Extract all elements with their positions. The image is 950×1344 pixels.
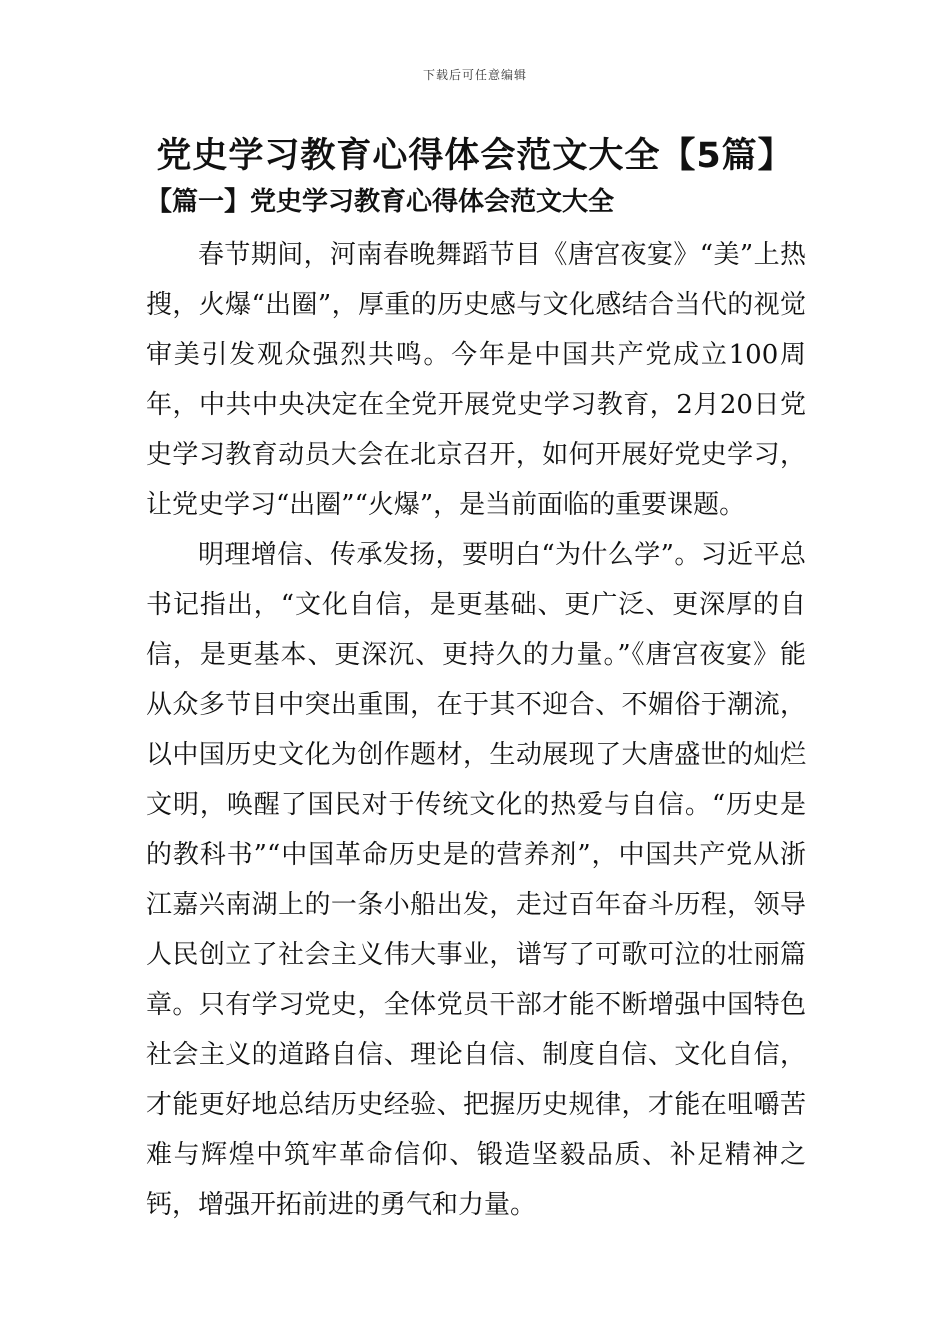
section-heading: 【篇一】党史学习教育心得体会范文大全: [146, 187, 615, 217]
document-body: [146, 230, 806, 1230]
header-note: 下载后可任意编辑: [422, 68, 527, 82]
paragraph: 明理增信、传承发扬，要明白“为什么学”。习近平总书记指出，“文化自信，是更基础、更广泛、更深厚的自信，是更基本、更深沉、更持久的力量。”《唐宫夜宴》能从众多节目中突出重围，在于其不迎合、不媚俗于潮流，以中国历史文化为创作题材，生动展现了大唐盛世的灿烂文明，唤醒了国民对于传统文化的热爱与自信。“历史是的教科书”“中国革命历史是的营养剂”，中国共产党从浙江嘉兴南湖上的一条小船出发，走过百年奋斗历程，领导人民创立了社会主义伟大事业，谱写了可歌可泣的壮丽篇章。只有学习党史，全体党员干部才能不断增强中国特色社会主义的道路自信、理论自信、制度自信、文化自信，才能更好地总结历史经验、把握历史规律，才能在咀嚼苦难与辉煌中筑牢革命信仰、锻造坚毅品质、补足精神之钙，增强开拓前进的勇气和力量。: [146, 540, 806, 1220]
document-title: 党史学习教育心得体会范文大全【5篇】: [156, 136, 794, 176]
paragraph: 春节期间，河南春晚舞蹈节目《唐宫夜宴》“美”上热搜，火爆“出圈”，厚重的历史感与文化感结合当代的视觉审美引发观众强烈共鸣。今年是中国共产党成立100周年，中共中央决定在全党开展党史学习教育，2月20日党史学习教育动员大会在北京召开，如何开展好党史学习，让党史学习“出圈”“火爆”，是当前面临的重要课题。: [146, 240, 806, 520]
